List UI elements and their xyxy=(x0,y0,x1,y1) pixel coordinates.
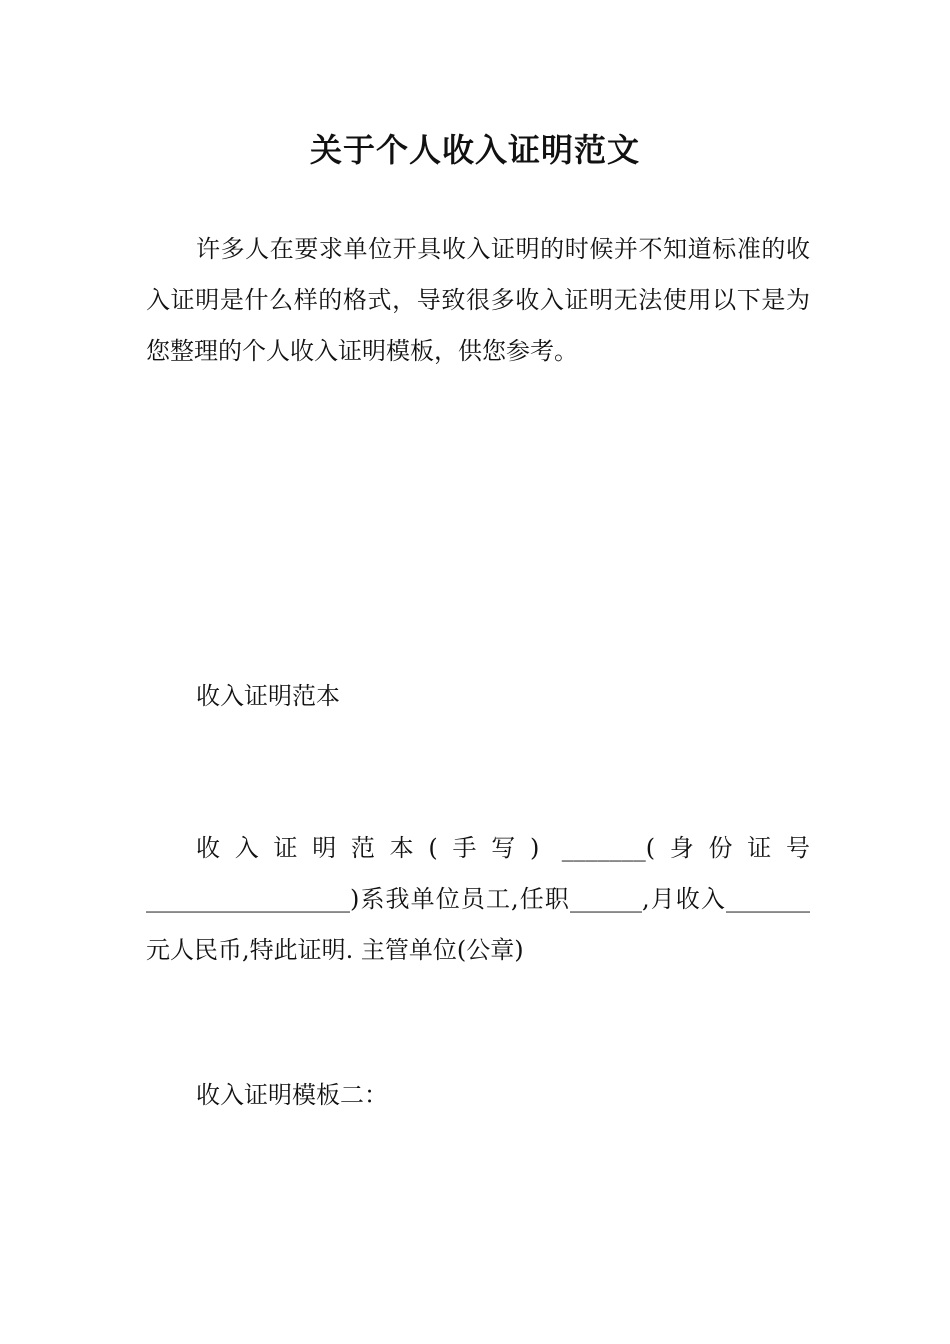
section-heading-template-one: 收入证明范本 xyxy=(196,682,340,710)
intro-paragraph: 许多人在要求单位开具收入证明的时候并不知道标准的收入证明是什么样的格式，导致很多收入证明无法使用以下是为您整理的个人收入证明模板，供您参考。 xyxy=(146,235,810,365)
section-heading-template-two: 收入证明模板二： xyxy=(196,1081,388,1109)
template-one-body: 收入证明范本(手写) _______(身份证号_________________)系我单位员工,任职______,月收入_______元人民币,特此证明. 主管单位(公章) xyxy=(146,834,810,964)
document-title: 关于个人收入证明范文 xyxy=(309,131,640,169)
